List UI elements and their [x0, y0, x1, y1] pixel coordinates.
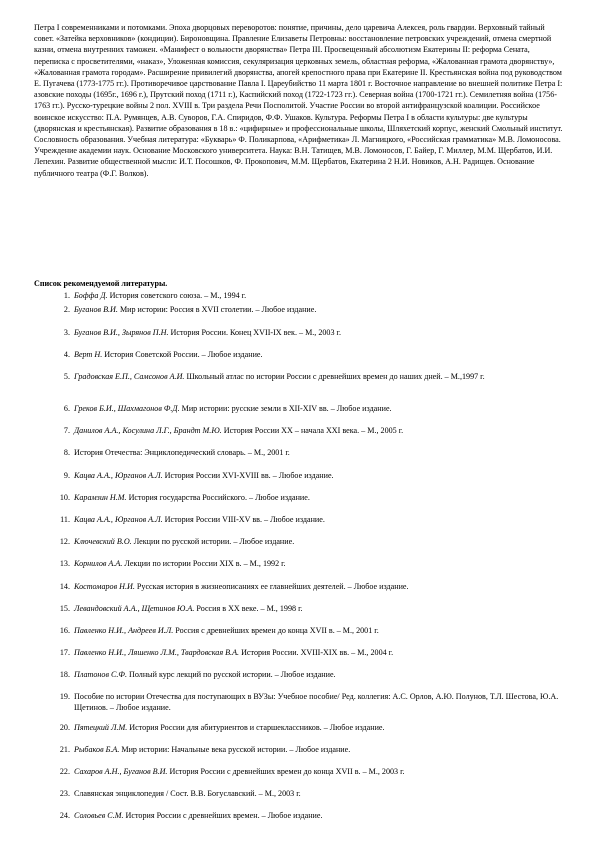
reference-text	[74, 766, 562, 777]
reference-title: Мир истории: русские земли в XII-XIV вв. – Любое издание.	[179, 404, 392, 413]
reference-text	[74, 470, 562, 481]
reference-title: Полный курс лекций по русской истории. – Любое издание.	[126, 670, 336, 679]
reference-number: 24.	[59, 811, 70, 820]
reference-title: Русская история в жизнеописаниях ее главнейших деятелей. – Любое издание.	[134, 582, 409, 591]
reference-text	[74, 558, 562, 569]
reference-text	[74, 290, 562, 301]
reference-title: История России VIII-XV вв. – Любое издание.	[162, 515, 325, 524]
reference-number: 22.	[59, 767, 70, 776]
reference-text	[74, 349, 562, 360]
reference-title: История государства Российского. – Любое издание.	[126, 493, 310, 502]
reference-number: 7.	[63, 426, 70, 435]
reference-text	[74, 744, 562, 755]
reference-text	[74, 669, 562, 680]
reference-text	[74, 788, 562, 799]
reference-number: 15.	[59, 604, 70, 613]
reference-title: Славянская энциклопедия / Сост. В.В. Богуславский. – М., 2003 г.	[74, 789, 301, 798]
reference-author: Буганов В.И.	[74, 305, 118, 314]
reference-number: 11.	[60, 515, 70, 524]
reference-text	[74, 514, 562, 525]
reference-number: 16.	[59, 626, 70, 635]
reference-number: 13.	[59, 559, 70, 568]
reference-author: Ключевский В.О.	[74, 537, 132, 546]
reference-author: Рыбаков Б.А.	[74, 745, 120, 754]
reference-title: Лекции по истории России XIX в. – М., 1992 г.	[122, 559, 286, 568]
reference-text	[74, 425, 562, 436]
reference-number: 18.	[59, 670, 70, 679]
references-heading: Список рекомендуемой литературы.	[34, 279, 168, 288]
reference-title: История России. XVIII-XIX вв. – М., 2004 г.	[239, 648, 394, 657]
reference-number: 17.	[59, 648, 70, 657]
reference-title: Россия с древнейших времен до конца XVII в. – М., 2001 г.	[173, 626, 379, 635]
reference-author: Верт Н.	[74, 350, 103, 359]
reference-title: История советского союза. – М., 1994 г.	[107, 291, 247, 300]
reference-author: Костомаров Н.И.	[74, 582, 135, 591]
reference-text	[74, 447, 562, 458]
reference-number: 3.	[63, 328, 70, 337]
reference-author: Левандовский А.А., Щетинов Ю.А.	[74, 604, 195, 613]
reference-author: Платонов С.Ф.	[74, 670, 127, 679]
reference-title: История России XVI-XVIII вв. – Любое издание.	[162, 471, 334, 480]
reference-text	[74, 403, 562, 414]
reference-author: Соловьев С.М.	[74, 811, 124, 820]
reference-author: Пятецкий Л.М.	[74, 723, 128, 732]
reference-author: Данилов А.А., Косулина Л.Г., Брандт М.Ю.	[74, 426, 222, 435]
reference-text	[74, 722, 562, 733]
reference-number: 9.	[63, 471, 70, 480]
reference-author: Градовская Е.П., Самсонов А.И.	[74, 372, 185, 381]
reference-author: Павленко Н.И., Ляшенко Л.М., Твардовская В.А.	[74, 648, 240, 657]
reference-number: 20.	[59, 723, 70, 732]
reference-author: Карамзин Н.М.	[74, 493, 127, 502]
reference-author: Греков Б.И., Шахмагонов Ф.Д.	[74, 404, 180, 413]
reference-number: 14.	[59, 582, 70, 591]
reference-text	[74, 581, 562, 592]
reference-number: 21.	[59, 745, 70, 754]
reference-text	[74, 691, 562, 713]
reference-author: Сахаров А.Н., Буганов В.И.	[74, 767, 168, 776]
reference-title: История Отечества: Энциклопедический словарь. – М., 2001 г.	[74, 448, 290, 457]
reference-title: История России. Конец XVII-IX век. – М., 2003 г.	[168, 328, 341, 337]
reference-text	[74, 810, 562, 821]
reference-author: Корнилов А.А.	[74, 559, 123, 568]
reference-author: Павленко Н.И., Андреев И.Л.	[74, 626, 174, 635]
intro-paragraph: Петра I современниками и потомками. Эпоха дворцовых переворотов: понятие, причины, дело царевича Алексея, роль гвардии. Верховный тайный совет. «Затейка верховников» (кондиции). Бироновщина. Правление Елизаветы Петровны: восстановление петровских учреждений, отмена смертной казни, отмена внутренних таможен. «Манифест о вольности дворянства» Петра III. Просвещенный абсолютизм Екатерины II: реформа Сената, переписка с просветителями, «наказ», Уложенная комиссия, секуляризация церковных земель, областная реформа, «Жалованная грамота дворянству», «Жалованная грамота городам». Расширение привилегий дворянства, апогей крепостного права при Екатерине II. Крестьянская война под руководством Е. Пугачева (1773-1775 гг.). Противоречивое царствование Павла I. Цареубийство 11 марта 1801 г. Восточное направление во внешней политике Петра I: азовские походы (1695г., 1696 г.), Прутский поход (1711 г.), Каспийский поход (1722-1723 гг.). Северная война (1700-1721 гг.). Семилетняя война (1756-1763 гг.). Русско-турецкие войны 2 пол. XVIII в. Три раздела Речи Посполитой. Участие России во второй антифранцузской коалиции. Российское воинское искусство: П.А. Румянцев, А.В. Суворов, Г.А. Спиридов, Ф.Ф. Ушаков. Культура. Реформы Петра I в области культуры: две культуры (дворянская и крестьянская). Развитие образования в 18 в.: «цифирные» и профессиональные школы, Шляхетский корпус, женский Смольный институт. Сословность образования. Учебная литература: «Букварь» Ф. Поликарпова, «Арифметика» Л. Магницкого, «Российская грамматика» М.В. Ломоносова. Учреждение академии наук. Основание Московского университета. Наука: В.Н. Татищев, М.В. Ломоносов, Г. Байер, Г. Миллер, М.М. Щербатов, И.И. Лепехин. Развитие общественной мысли: И.Т. Посошков, Ф. Прокопович, М.М. Щербатов, Екатерина 2 Н.И. Новиков, А.Н. Радищев. Основание публичного театра (Ф.Г. Волков).	[34, 23, 563, 178]
reference-text	[74, 603, 562, 614]
reference-title: История России XX – начала XXI века. – М., 2005 г.	[221, 426, 404, 435]
reference-number: 1.	[63, 291, 70, 300]
reference-text	[74, 536, 562, 547]
reference-text	[74, 647, 562, 658]
reference-number: 5.	[63, 372, 70, 381]
reference-number: 2.	[63, 305, 70, 314]
reference-title: История России для абитуриентов и старшеклассников. – Любое издание.	[127, 723, 385, 732]
reference-title: Лекции по русской истории. – Любое издание.	[131, 537, 295, 546]
reference-title: Россия в XX веке. – М., 1998 г.	[194, 604, 303, 613]
reference-author: Боффа Д.	[74, 291, 108, 300]
reference-author: Кацва А.А., Юрганов А.Л.	[74, 515, 163, 524]
reference-title: Мир истории: Россия в XVII столетии. – Любое издание.	[117, 305, 317, 314]
reference-title: Пособие по истории Отечества для поступающих в ВУЗы: Учебное пособие/ Ред. коллегия: А.С. Орлов, А.Ю. Полунов, Т.Л. Шестова, Ю.А. Щетинов. – Любое издание.	[74, 692, 559, 713]
reference-text	[74, 625, 562, 636]
reference-title: Мир истории: Начальные века русской истории. – Любое издание.	[119, 745, 351, 754]
reference-number: 19.	[59, 692, 70, 701]
reference-author: Кацва А.А., Юрганов А.Л.	[74, 471, 163, 480]
reference-number: 23.	[59, 789, 70, 798]
reference-number: 6.	[63, 404, 70, 413]
reference-text	[74, 304, 562, 315]
reference-title: История России с древнейших времен. – Любое издание.	[123, 811, 323, 820]
reference-title: Школьный атлас по истории России с древнейших времен до наших дней. – М.,1997 г.	[184, 372, 485, 381]
reference-author: Буганов В.И., Зырянов П.Н.	[74, 328, 169, 337]
reference-title: История Советской России. – Любое издание.	[102, 350, 263, 359]
reference-title: История России с древнейших времен до конца XVII в. – М., 2003 г.	[167, 767, 405, 776]
reference-number: 8.	[63, 448, 70, 457]
reference-number: 10.	[59, 493, 70, 502]
reference-number: 12.	[59, 537, 70, 546]
reference-text	[74, 492, 562, 503]
reference-number: 4.	[63, 350, 70, 359]
reference-text	[74, 371, 562, 382]
reference-text	[74, 327, 562, 338]
